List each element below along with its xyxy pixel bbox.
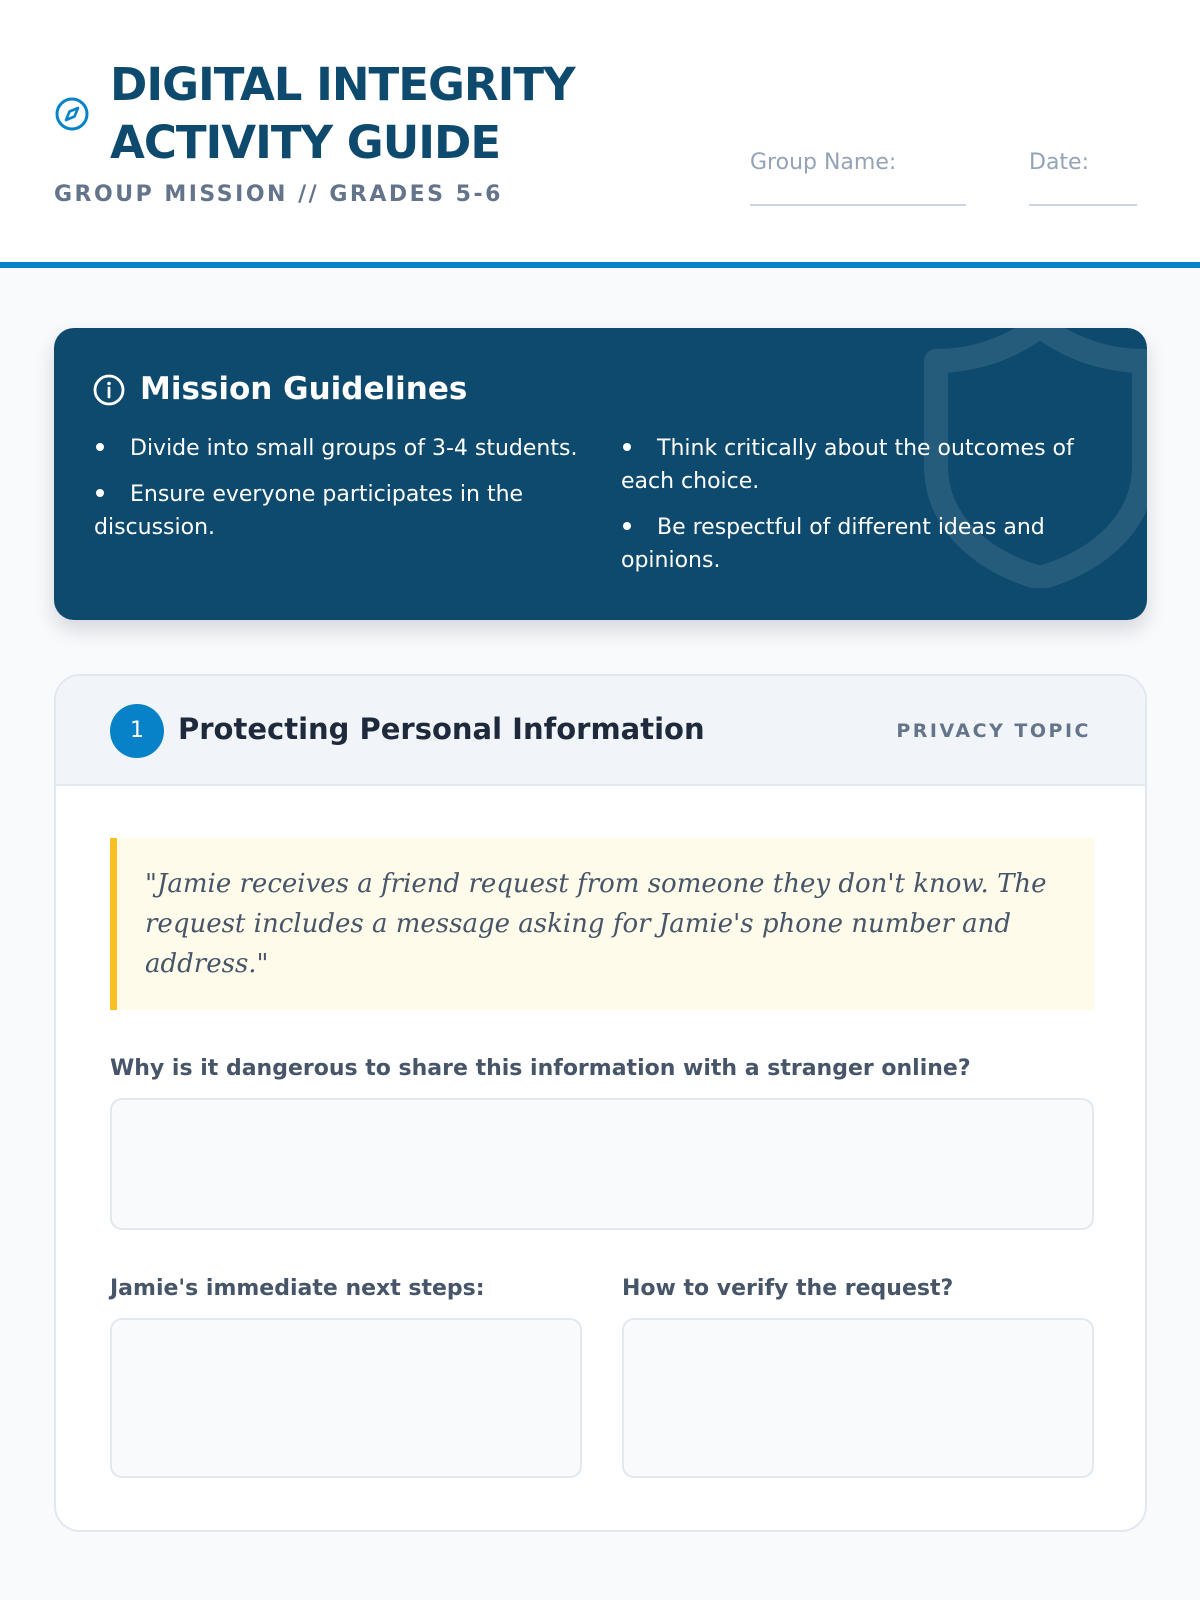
list-item — [621, 432, 1111, 498]
guideline-text: Think critically about the outcomes of each choice. — [621, 436, 1074, 494]
question-2-label: Jamie's immediate next steps: — [110, 1276, 485, 1301]
guideline-text: Divide into small groups of 3-4 students. — [130, 436, 578, 461]
answer-box-3[interactable] — [622, 1318, 1094, 1478]
page-header — [0, 0, 1200, 268]
mission-guidelines-panel — [54, 328, 1147, 620]
bullet-icon — [623, 522, 631, 530]
scenario-title: Protecting Personal Information — [178, 712, 705, 746]
answer-box-2[interactable] — [110, 1318, 582, 1478]
bullet-icon — [96, 443, 104, 451]
info-icon — [92, 373, 126, 407]
answer-box-1[interactable] — [110, 1098, 1094, 1230]
compass-icon — [54, 96, 90, 132]
group-name-label: Group Name: — [750, 150, 897, 175]
list-item — [94, 478, 594, 544]
scenario-quote: "Jamie receives a friend request from someone they don't know. The request includes a message asking for Jamie's phone number and address." — [110, 838, 1094, 1010]
group-name-field[interactable] — [750, 204, 966, 206]
date-label: Date: — [1029, 150, 1089, 175]
scenario-card-header — [56, 676, 1145, 786]
guideline-text: Be respectful of different ideas and opinions. — [621, 515, 1045, 573]
date-field[interactable] — [1029, 204, 1137, 206]
page-title — [110, 56, 670, 172]
list-item — [621, 511, 1111, 577]
bullet-icon — [623, 443, 631, 451]
topic-tag: PRIVACY TOPIC — [896, 720, 1091, 742]
guidelines-list-left — [94, 432, 594, 557]
question-3-label: How to verify the request? — [622, 1276, 954, 1301]
question-1-label: Why is it dangerous to share this information with a stranger online? — [110, 1056, 971, 1081]
guidelines-title: Mission Guidelines — [140, 371, 468, 407]
bullet-icon — [96, 489, 104, 497]
guideline-text: Ensure everyone participates in the discussion. — [94, 482, 524, 540]
title-line-2: ACTIVITY GUIDE — [110, 116, 501, 169]
title-line-1: DIGITAL INTEGRITY — [110, 58, 575, 111]
scenario-number-badge: 1 — [110, 704, 164, 758]
guidelines-list-right — [621, 432, 1111, 590]
page-subtitle: GROUP MISSION // GRADES 5-6 — [54, 182, 503, 207]
scenario-card — [54, 674, 1147, 1532]
list-item — [94, 432, 594, 465]
